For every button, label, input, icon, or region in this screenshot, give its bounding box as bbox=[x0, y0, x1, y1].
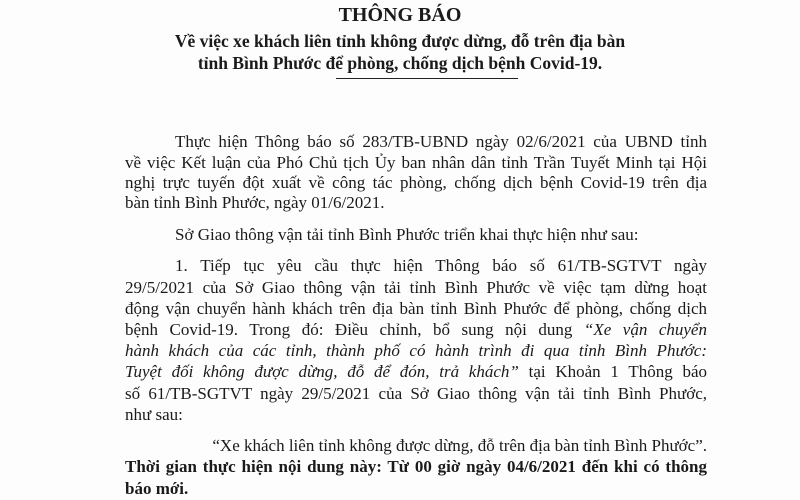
paragraph-1-line: Thực hiện Thông báo số 283/TB-UBND ngày 02/6/2021 của UBND tỉnh bbox=[175, 132, 707, 151]
item-1-line: 29/5/2021 của Sở Giao thông vận tải tỉnh Bình Phước về việc tạm dừng hoạt bbox=[125, 278, 707, 297]
paragraph-1-line: về việc Kết luận của Phó Chủ tịch Ủy ban nhân dân tỉnh Trần Tuyết Minh tại Hội bbox=[125, 153, 707, 172]
item-1-line: 1. Tiếp tục yêu cầu thực hiện Thông báo số 61/TB-SGTVT ngày bbox=[175, 256, 707, 275]
item-1-line bbox=[125, 341, 707, 361]
item-1-quote-italic: hành khách của các tỉnh, thành phố có hành trình đi qua tỉnh Bình Phước: bbox=[125, 341, 707, 360]
item-1-line bbox=[125, 320, 707, 340]
paragraph-1-line: nghị trực tuyến đột xuất về công tác phòng, chống dịch bệnh Covid-19 trên địa bbox=[125, 173, 707, 192]
item-1-text: bệnh Covid-19. Trong đó: Điều chỉnh, bổ sung nội dung bbox=[125, 320, 584, 339]
document-subtitle-line-2: tỉnh Bình Phước để phòng, chống dịch bệnh Covid-19. bbox=[197, 53, 603, 73]
item-1-quote-italic: “Xe vận chuyển bbox=[583, 320, 707, 339]
title-underline bbox=[336, 78, 518, 79]
item-1-line: động vận chuyển hành khách trên địa bàn tỉnh Bình Phước để phòng, chống dịch bbox=[125, 299, 707, 318]
item-1-line: số 61/TB-SGTVT ngày 29/5/2021 của Sở Giao thông vận tải tỉnh Bình Phước, bbox=[125, 384, 707, 403]
document-title: THÔNG BÁO bbox=[338, 4, 462, 26]
effective-time-line: Thời gian thực hiện nội dung này: Từ 00 giờ ngày 04/6/2021 đến khi có thông bbox=[125, 457, 707, 476]
paragraph-1-line: bàn tỉnh Bình Phước, ngày 01/6/2021. bbox=[125, 193, 385, 212]
item-1-line bbox=[125, 362, 707, 382]
item-1-text: tại Khoản 1 Thông báo bbox=[518, 362, 707, 381]
effective-time-line: báo mới. bbox=[125, 479, 189, 498]
paragraph-2: Sở Giao thông vận tải tỉnh Bình Phước triển khai thực hiện như sau: bbox=[175, 225, 639, 244]
item-1-quote-italic: Tuyệt đối không được dừng, đỗ để đón, trả khách” bbox=[125, 362, 519, 381]
quoted-rule: “Xe khách liên tỉnh không được dừng, đỗ trên địa bàn tỉnh Bình Phước”. bbox=[212, 436, 707, 455]
item-1-line: như sau: bbox=[125, 405, 183, 424]
document-subtitle-line-1: Về việc xe khách liên tỉnh không được dừng, đỗ trên địa bàn bbox=[174, 31, 626, 51]
